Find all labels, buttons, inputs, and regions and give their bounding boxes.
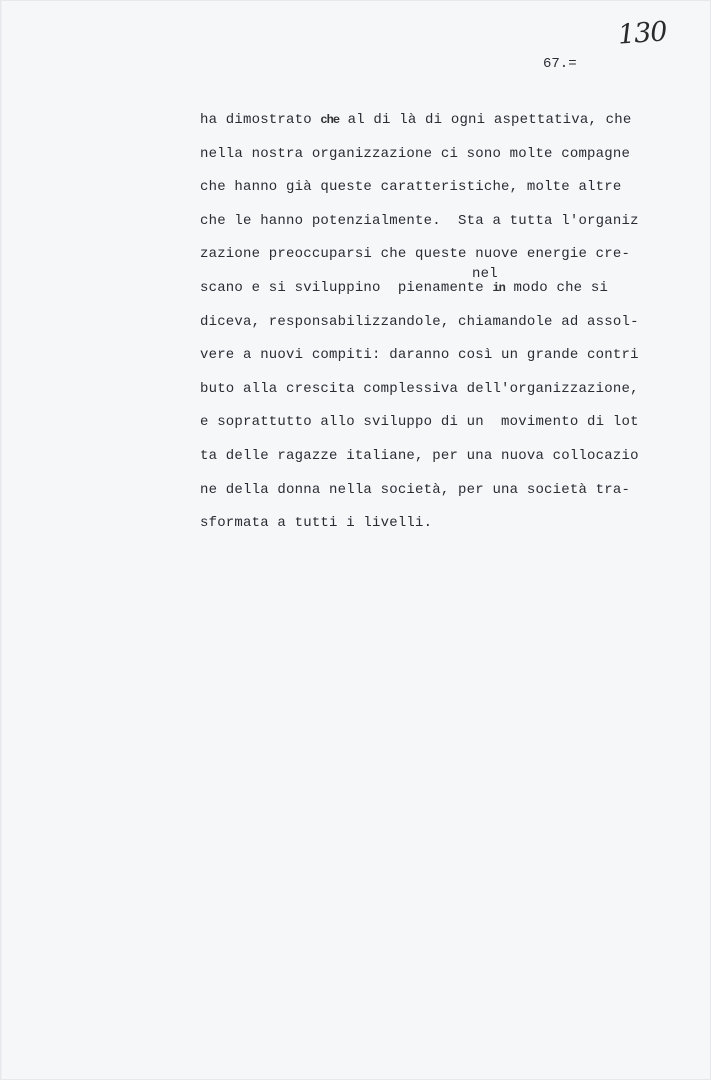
text-line: ta delle ragazze italiane, per una nuova collocazio — [200, 447, 639, 464]
text-line: che le hanno potenzialmente. Sta a tutta l'organiz — [200, 212, 639, 229]
page-number: 67.= — [543, 56, 577, 72]
struck-word: in — [492, 280, 505, 295]
text-line: che hanno già queste caratteristiche, molte altre — [200, 179, 622, 196]
text-line: diceva, responsabilizzandole, chiamandole ad assol- — [200, 313, 639, 330]
handwritten-insertion: nel — [472, 265, 498, 282]
text-line: scano e si sviluppino pienamente nel in modo che si — [200, 274, 640, 308]
text-line: sformata a tutti i livelli. — [200, 515, 433, 532]
text-line: ne della donna nella società, per una società tra- — [200, 481, 631, 498]
text-line: zazione preoccuparsi che queste nuove energie cre- — [200, 246, 631, 263]
text-line: e soprattutto allo sviluppo di un movimento di lot — [200, 414, 639, 431]
struck-word: che — [320, 113, 340, 127]
handwritten-archive-number: 130 — [616, 16, 668, 51]
body-text — [200, 106, 640, 543]
text-line: nella nostra organizzazione ci sono molte compagne — [200, 145, 631, 162]
text-line: vere a nuovi compiti: daranno così un grande contri — [200, 347, 639, 364]
text-line: buto alla crescita complessiva dell'organizzazione, — [200, 380, 639, 397]
text-line: ha dimostrato che al di là di ogni aspettativa, che — [200, 112, 632, 128]
